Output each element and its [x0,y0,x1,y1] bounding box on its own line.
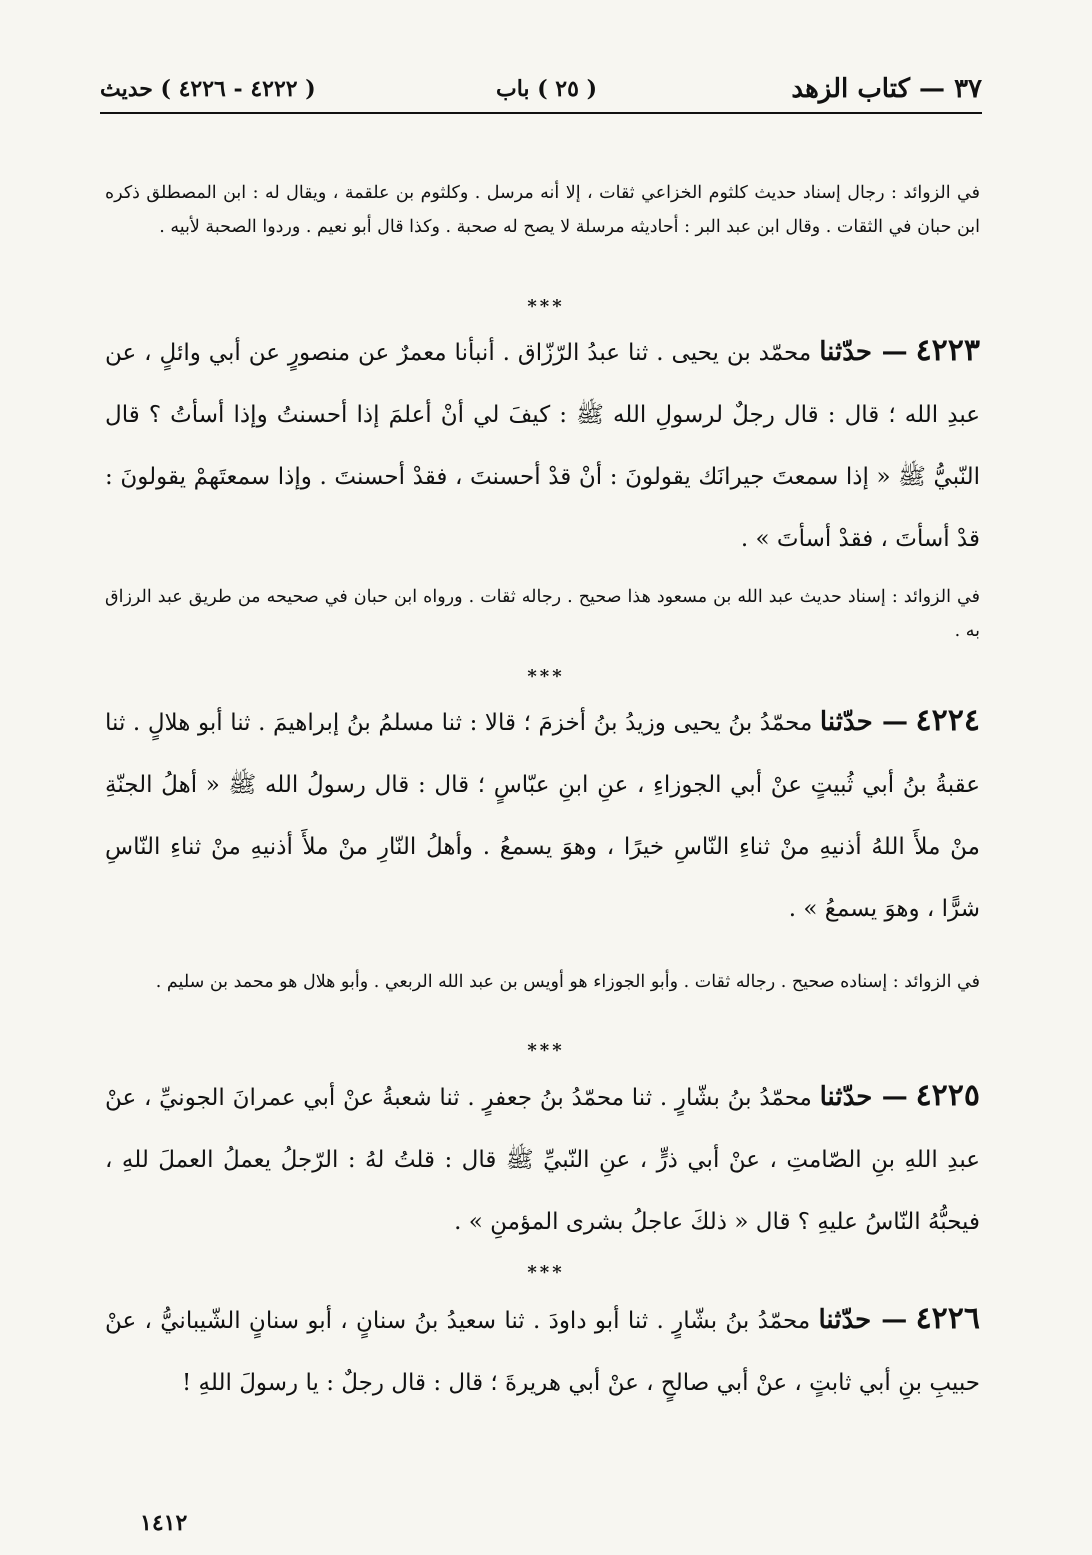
separator-stars: *** [527,666,565,687]
hadith-number: ٤٢٢٦ [915,1301,981,1336]
zawaid-note-1: في الزوائد : رجال إسناد حديث كلثوم الخزاعي ثقات ، إلا أنه مرسل . وكلثوم بن علقمة ، ويقال له : ابن المصطلق ذكره ابن حبان في الثقات . وقال ابن عبد البر : أحاديثه مرسلة لا يصح له صحبة . وكذا قال أبو نعيم . وردوا الصحبة لأبيه . [105,183,980,237]
hadith-4226 [105,1288,980,1414]
separator-stars: *** [527,1262,565,1283]
hadith-4225 [105,1065,980,1253]
hadith-text: محمّد بن يحيى . ثنا عبدُ الرّزّاق . أنبأنا معمرٌ عن منصورٍ عن أبي وائلٍ ، عن عبدِ الله ؛ قال : قال رجلٌ لرسولِ الله ﷺ : كيفَ لي أنْ أعلمَ إذا أحسنتُ وإذا أسأتُ ؟ قال النّبيُّ ﷺ « إذا سمعتَ جيرانَك يقولونَ : أنْ قدْ أحسنتَ ، فقدْ أحسنتَ . وإذا سمعتَهمْ يقولونَ : قدْ أسأتَ ، فقدْ أسأتَ » . [105,340,980,552]
hadith-4224 [105,690,980,940]
hadith-opening: — حدّثنا [819,707,908,737]
hadith-opening: — حدّثنا [819,337,908,367]
running-header [100,70,982,112]
hadith-opening: — حدّثنا [818,1305,908,1335]
zawaid-note-2: في الزوائد : إسناد حديث عبد الله بن مسعود هذا صحيح . رجاله ثقات . ورواه ابن حبان في صحيحه من طريق عبد الرزاق به . [105,587,980,641]
hadith-number: ٤٢٢٤ [915,703,980,738]
separator-stars: *** [527,296,565,317]
zawaid-note-3: في الزوائد : إسناده صحيح . رجاله ثقات . وأبو الجوزاء هو أويس بن عبد الله الربعي . وأبو هلال هو محمد بن سليم . [155,972,980,992]
hadith-number: ٤٢٢٥ [915,1078,981,1113]
hadith-text: محمّدُ بنُ بشّارٍ . ثنا أبو داودَ . ثنا سعيدُ بنُ سنانٍ ، أبو سنانٍ الشّيبانيُّ ، عنْ حبيبِ بنِ أبي ثابتٍ ، عنْ أبي صالحٍ ، عنْ أبي هريرةَ ؛ قال : قال رجلٌ : يا رسولَ اللهِ ! [105,1308,980,1396]
hadith-4223 [105,320,980,570]
hadith-opening: — حدّثنا [819,1082,908,1112]
bab-number: ( ٢٥ ) باب [496,76,597,102]
hadith-text: محمّدُ بنُ بشّارٍ . ثنا محمّدُ بنُ جعفرٍ . ثنا شعبةُ عنْ أبي عمرانَ الجونيِّ ، عنْ عبدِ اللهِ بنِ الصّامتِ ، عنْ أبي ذرٍّ ، عنِ النّبيِّ ﷺ قال : قلتُ لهُ : الرّجلُ يعملُ العملَ للهِ ، فيحبُّهُ النّاسُ عليهِ ؟ قال « ذلكَ عاجلُ بشرى المؤمنِ » . [105,1085,980,1235]
hadith-number: ٤٢٢٣ [915,333,981,368]
chapter-title: ٣٧ — كتاب الزهد [791,74,982,104]
hadith-range: ( ٤٢٢٢ - ٤٢٢٦ ) حديث [100,76,316,102]
separator-stars: *** [527,1040,565,1061]
page-number: ١٤١٢ [140,1510,188,1536]
hadith-text: محمّدُ بنُ يحيى وزيدُ بنُ أخزمَ ؛ قالا : ثنا مسلمُ بنُ إبراهيمَ . ثنا أبو هلالٍ . ثنا عقبةُ بنُ أبي ثُبيتٍ عنْ أبي الجوزاءِ ، عنِ ابنِ عبّاسٍ ؛ قال : قال رسولُ الله ﷺ « أهلُ الجنّةِ منْ ملأَ اللهُ أذنيهِ منْ ثناءِ النّاسِ خيرًا ، وهوَ يسمعُ . وأهلُ النّارِ منْ ملأَ أذنيهِ منْ ثناءِ النّاسِ شرًّا ، وهوَ يسمعُ » . [105,710,980,922]
header-rule [100,112,982,114]
